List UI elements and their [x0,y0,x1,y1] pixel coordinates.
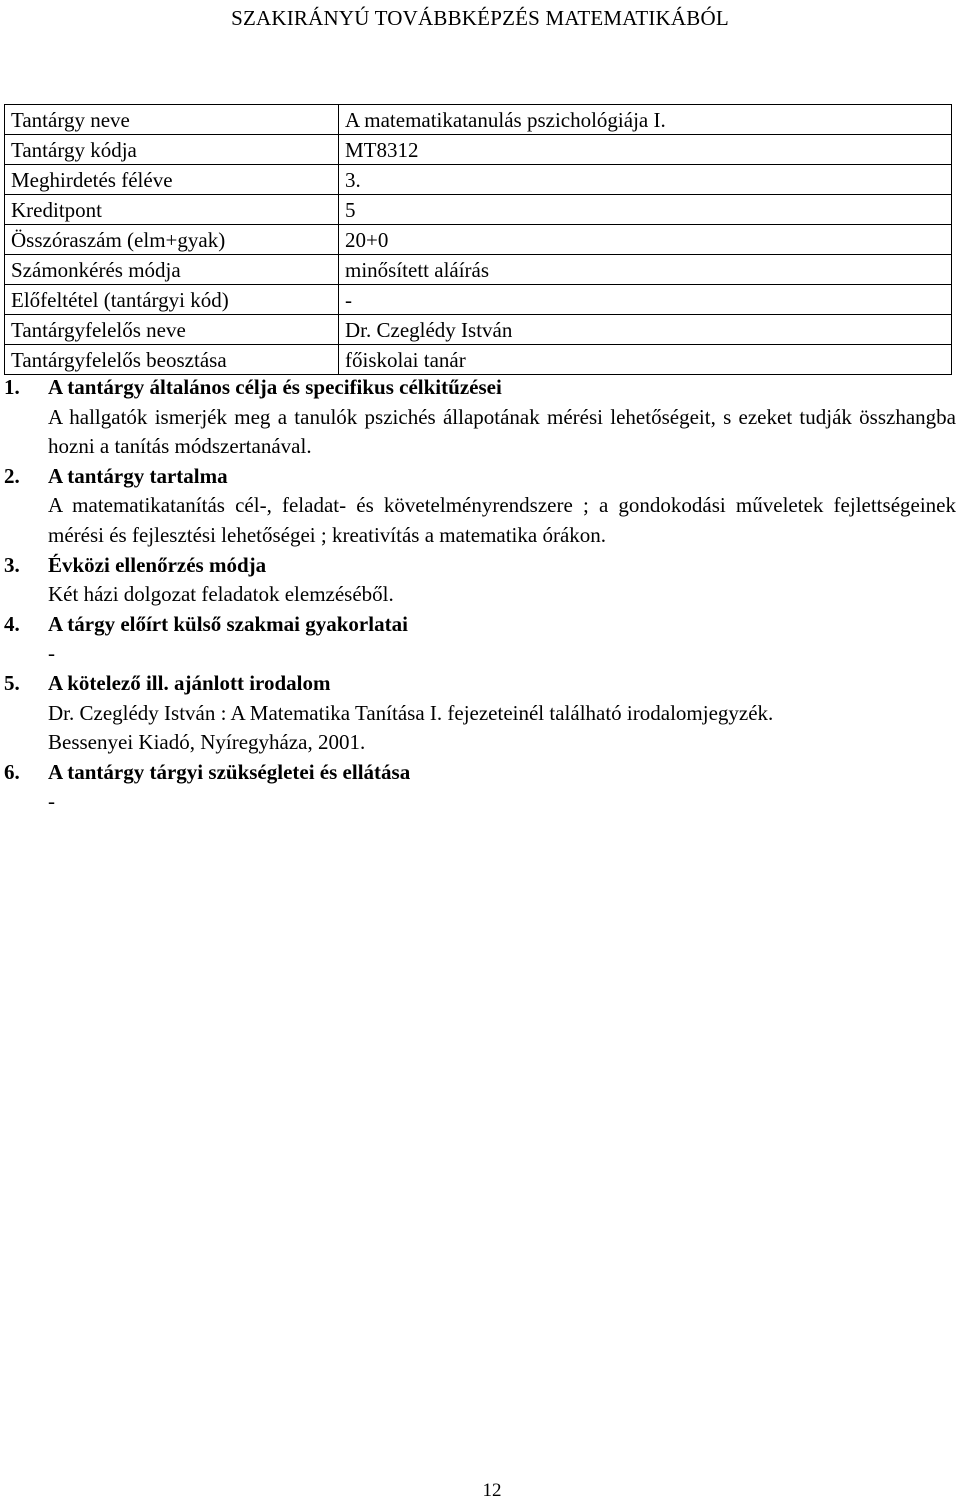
table-row [5,165,952,195]
section-number: 5. [4,670,20,695]
row-value: 20+0 [339,225,952,255]
section-text: Két házi dolgozat feladatok elemzéséből. [48,582,394,607]
row-value: A matematikatanulás pszichológiája I. [339,105,952,135]
section-number: 1. [4,375,20,399]
section-title: A tantárgy tartalma [48,463,228,488]
course-description [4,373,956,817]
row-value: 5 [339,195,952,225]
section-number: 4. [4,611,20,636]
section-text: A hallgatók ismerjék meg a tanulók pszichés állapotának mérési lehetőségeit, s ezeket tudják összhangba hozni a tanítás módszertanával. [48,404,956,459]
section-text: Bessenyei Kiadó, Nyíregyháza, 2001. [48,730,366,755]
section-body [4,403,956,462]
section-equipment [4,758,956,817]
section-number: 3. [4,552,20,577]
section-text: Dr. Czeglédy István : A Matematika Tanítása I. fejezeteinél található irodalomjegyzék. [48,700,774,725]
row-value: főiskolai tanár [339,345,952,375]
section-heading [4,462,956,492]
section-content [4,462,956,551]
row-label: Kreditpont [5,195,339,225]
row-value: - [339,285,952,315]
section-title: A tárgy előírt külső szakmai gyakorlatai [48,611,408,636]
row-label: Összóraszám (elm+gyak) [5,225,339,255]
course-info-table [4,104,952,375]
row-label: Előfeltétel (tantárgyi kód) [5,285,339,315]
section-text: - [48,641,55,666]
row-value: MT8312 [339,135,952,165]
section-heading [4,610,956,640]
section-title: A tantárgy tárgyi szükségletei és ellátása [48,759,411,784]
section-number: 6. [4,759,20,784]
page-number: 12 [482,1480,502,1501]
section-text: A matematikatanítás cél-, feladat- és követelményrendszere ; a gondokodási műveletek fejlettségeinek mérési és fejlesztési lehetőségei ; kreativítás a matematika órákon. [48,493,956,547]
row-value: minősített aláírás [339,255,952,285]
table-row [5,315,952,345]
section-body [4,580,956,610]
section-number: 2. [4,463,20,488]
row-label: Tantárgyfelelős beosztása [5,345,339,375]
section-body [4,491,956,550]
section-body [4,787,956,817]
table-row [5,135,952,165]
section-title: Évközi ellenőrzés módja [48,552,267,577]
row-label: Meghirdetés féléve [5,165,339,195]
section-heading [4,758,956,788]
table-row [5,105,952,135]
section-text: - [48,789,55,814]
section-objectives [4,373,956,462]
table-row [5,225,952,255]
section-heading [4,551,956,581]
row-label: Tantárgy neve [5,105,339,135]
section-practice [4,610,956,669]
row-label: Tantárgy kódja [5,135,339,165]
section-body [4,699,956,758]
table-row [5,285,952,315]
table-row [5,255,952,285]
row-label: Számonkérés módja [5,255,339,285]
section-heading [4,669,956,699]
row-value: 3. [339,165,952,195]
page-title: SZAKIRÁNYÚ TOVÁBBKÉPZÉS MATEMATIKÁBÓL [231,6,729,30]
row-label: Tantárgyfelelős neve [5,315,339,345]
row-value: Dr. Czeglédy István [339,315,952,345]
section-title: A tantárgy általános célja és specifikus célkitűzései [48,375,502,399]
section-heading [4,373,956,403]
section-body [4,639,956,669]
section-literature [4,669,956,758]
section-assessment [4,551,956,610]
table-row [5,345,952,375]
table-row [5,195,952,225]
section-title: A kötelező ill. ajánlott irodalom [48,670,331,695]
